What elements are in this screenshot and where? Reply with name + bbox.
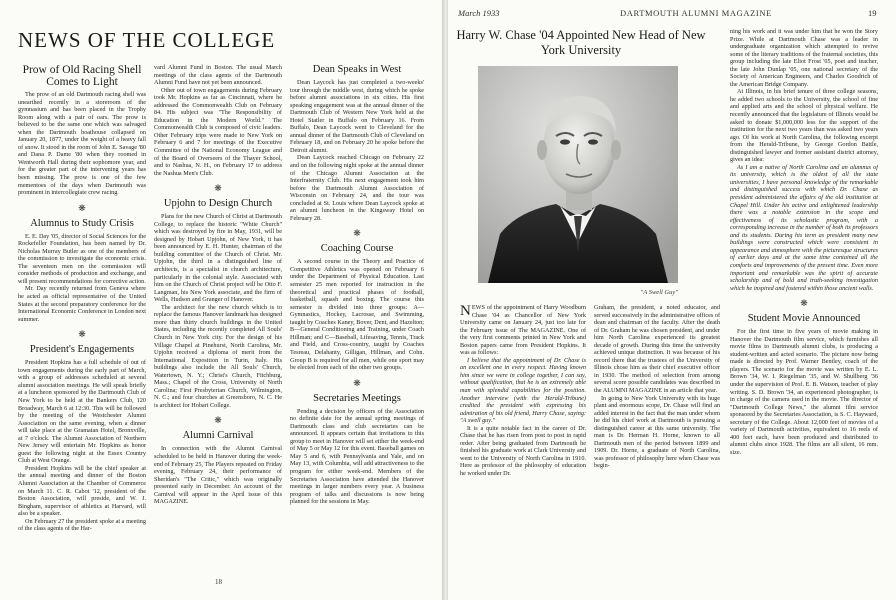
main-headline: Harry W. Chase '04 Appointed New Head of New York University xyxy=(456,28,706,57)
article-heading: Upjohn to Design Church xyxy=(163,198,273,210)
paragraph: Graham, the president, a noted educator, and served successively in the administrative offices of dean and chairman of the faculty. After the death of Dr. Graham he was chosen president, and under him North Carolina experienced its greatest decade of growth. During this time the university achieved unique distinction. It was because of his record there that the trustees of the University of Illinois chose him as their chief executive officer in 1930. The method of selection from among several score possible candidates was described in the ALUMNI MAGAZINE in an article that year. xyxy=(594,304,720,395)
ornament-icon: ❋ xyxy=(214,415,222,426)
magazine-name: DARTMOUTH ALUMNI MAGAZINE xyxy=(620,8,772,18)
quote-paragraph: As I am a native of North Carolina and an alumnus of its university, which is the oldest of all the state universities, I have personal knowledge of the remarkable and distinguished success with which Dr. Chase as president administered the affairs of the old institution at Chapel Hill. Under his active and enlightened leadership there was a notable extension in the scope and effectiveness of its scholastic program, with a corresponding increase in the number of both its professors and its students. During his term as president many new buildings were constructed which were consistent in appearance and atmosphere with the picturesque structures of earlier days and at the same time contained all the comforts and improvements of the present time. Even more important and remarkable was the spirit of accurate scholarship and of bold and truth-seeking investigation which he inspired and fostered within those ancient walls. xyxy=(730,163,878,292)
ornament-icon: ❋ xyxy=(800,298,808,309)
photo-caption: "A Swell Guy" xyxy=(640,289,678,296)
right-column-2 xyxy=(594,304,720,594)
paragraph: Plans for the new Church of Christ at Dartmouth College, to replace the historic "White Church" which was destroyed by fire in May, 1931, will be designed by Hobart Upjohn, of New York, it has been announced by E. H. Hunter, chairman of the building committee of the Church of Christ. Mr. Upjohn, the third in a distinguished line of architects, is a specialist in church architecture, particularly in the colonial style. Associated with him on the Church of Christ project will be Otto F. Langman, his New York associate, and the firm of Wells, Hudson and Granger of Hanover. xyxy=(154,213,282,304)
paragraph: Other out of town engagements during February took Mr. Hopkins as far as Cincinnati, where he addressed the Commonwealth Club on February 84. His subject was "The Responsibility of Education in the Modern World." The Commonwealth Club is composed of civic leaders. Other February trips were made to New York on February 6 and 7 for meetings of the Executive Committee of the National Economy League and of the Board of Overseers of the Thayer School, and to Nashua, N. H., on February 17 to address the Nashua Men's Club. xyxy=(154,86,282,177)
paragraph: ning his work and it was under him that he won the Story Prize. While at Dartmouth Chase was a leader in undergraduate organization which attempted to revive some of the literary traditions of the fraternal societies, this group including the late Eliot Frost '05, poet and teacher, the late John Dunlap '05, one national secretary of the Society of American Engineers, and Charles Goodrich of the American Bridge Company. xyxy=(730,28,878,88)
article-heading: Dean Speaks in West xyxy=(312,64,402,75)
quote-paragraph: I believe that the appointment of Dr. Chase is an excellent one in every respect. Having known him since we were in college together, I can say, without qualification, that he is an extremely able man with splendid capabilities for the position. Another interview (with the Herald-Tribune) credited the president with expressing his admiration of his old friend, Harry Chase, saying: "A swell guy." xyxy=(460,356,586,425)
portrait-icon xyxy=(478,66,678,283)
left-column-1 xyxy=(18,64,146,574)
paragraph: E. E. Day '05, director of Social Sciences for the Rockefeller Foundation, has been named by Dr. Nicholas Murray Butler as one of the members of the commission to investigate the economic crisis. The seventeen men on the commission will consider methods of production and exchange, and will present recommendations for corrective action. xyxy=(18,232,146,285)
paragraph: The architect for the new church which is to replace the famous Hanover landmark has designed more than thirty church buildings in the United States, including the recently completed All Souls' Church in New York city. For the design of his Village Chapel at Pinehurst, North Carolina, Mr. Upjohn received a diploma of merit from the International Exposition in Turin, Italy. His buildings also include the All Souls' Church, Watertown, N. Y.; Christ's Church, Fitchburg, Mass.; Chapel of the Cross, University of North Carolina; First Presbyterian Church, Wilmington, N. C.; and four churches at Greensboro, N. C. He is architect for Hobart College. xyxy=(154,303,282,409)
page-title: NEWS OF THE COLLEGE xyxy=(18,28,276,52)
left-column-3 xyxy=(290,64,424,574)
paragraph: vard Alumni Fund in Boston. The usual March meetings of the class agents of the Dartmouth Alumni Fund have not yet been announced. xyxy=(154,64,282,87)
ornament-icon: ❋ xyxy=(214,183,222,194)
paragraph: Dean Laycock reached Chicago on February 22 and on the following night spoke at the annual dinner of the Chicago Alumni Association at the Interfraternity Club. His next engagement took him before the Dartmouth Alumni Association of Wisconsin on February 24, and the tour was concluded at St. Louis where Dean Laycock spoke at an alumni luncheon in the Kingsway Hotel on February 28. xyxy=(290,154,424,222)
paragraph: Mr. Day recently returned from Geneva where he acted as official representative of the United States at the second preparatory conference for the International Economic Conference in London next summer. xyxy=(18,285,146,323)
paragraph: NEWS of the appointment of Harry Woodburn Chase '04 as Chancellor of New York University came on January 24, just too late for the February issue of The MAGAZINE. One of the very first comments printed in New York and Boston papers came from President Hopkins. It was as follows: xyxy=(460,304,586,357)
ornament-icon: ❋ xyxy=(78,202,86,213)
article-heading: Coaching Course xyxy=(320,243,394,255)
paragraph: For the first time in five years of movie making in Hanover the Dartmouth film service, which furnishes all movie films to Dartmouth alumni clubs, is producing a student-written and acted scenario. The picture now being made is directed by Prof. Warner Bentley, coach of the players. The scenario for the movie was written by E. L. Brown '34, W. I. Riegelman '35, and W. Shullberg '36 under the supervision of Prof. E. B. Watson, teacher of play writing. S. D. Brown '34, an experienced photographer, is in charge of the camera used in the movie. The director of "Dartmouth College News," the alumni film service sponsored by the Secretaries Association, is S. C. Hayward, secretary of the College. About 12,000 feet of movies of a variety of Dartmouth activities, equivalent to 16 reels of 400 feet each, have been produced and distributed to alumni clubs since 1928. The films are all silent, 16 mm. size. xyxy=(730,328,878,456)
right-column-3 xyxy=(730,28,878,594)
paragraph: On February 27 the president spoke at a meeting of the class agents of the Har- xyxy=(18,517,146,533)
ornament-icon: ❋ xyxy=(353,228,361,239)
article-heading: Student Movie Announced xyxy=(747,313,861,325)
left-page xyxy=(0,0,442,600)
paragraph: In going to New York University with its huge plant and enormous scope, Dr. Chase will find an added interest in the fact that the man under whom he did his chief work at Dartmouth is pursuing a distinguished career at this same university. The man is Dr. Herman H. Horne, known to all Dartmouth men of the period between 1899 and 1909. Dr. Horne, a graduate of North Carolina, was professor of philosophy here when Chase was begin- xyxy=(594,394,720,470)
drop-cap: N xyxy=(460,304,471,319)
right-column-1 xyxy=(460,304,586,594)
page-number: 19 xyxy=(868,8,877,18)
header-date: March 1933 xyxy=(458,8,500,18)
article-heading: Alumni Carnival xyxy=(182,430,254,442)
paragraph: A second course in the Theory and Practice of Competitive Athletics was opened on February 6 under the Department of Physical Education. Last semester 25 men reported for instruction in the theoretical and practical phases of football, basketball, squash and boxing. The course this semester is divided into three groups: A—Gymnastics, Hockey, Lacrosse, and Swimming, taught by Coaches Kaney, Bover, Dent, and Hazelton; B—General Conditioning and Training, under Coach Hillman; and C—Baseball, Lifesaving, Tennis, Track and Field, and Cross-country, taught by Coaches Tesreau, Delahanty, Gilligan, Hillman, and Cohn. Group B is required for all men, while one sport may be elected from each of the other two groups. xyxy=(290,258,424,372)
article-heading: Alumnus to Study Crisis xyxy=(30,217,134,229)
paragraph: President Hopkins will be the chief speaker at the annual meeting and dinner of the Boston Alumni Association at the Chamber of Commerce on March 11. C. R. Cabot '12, president of the Boston Association, will preside, and W. J. Bingham, supervisor of athletics at Harvard, will also be a speaker. xyxy=(18,464,146,518)
portrait-photo xyxy=(478,66,678,283)
article-heading: Prow of Old Racing Shell Comes to Light xyxy=(22,64,142,88)
article-heading: Secretaries Meetings xyxy=(313,392,401,404)
paragraph: It is a quite notable fact in the career of Dr. Chase that he has risen from post to post in rapid order. After being graduated from Dartmouth he finished his graduate work at Clark University and went to the University of North Carolina in 1910. Here as professor of the philosophy of education he worked under Dr. xyxy=(460,424,586,478)
left-column-2 xyxy=(154,64,282,574)
paragraph: At Illinois, in his brief tenure of three college seasons, he added two schools to the University, the school of fine and applied arts and the school of physical welfare. He recently announced that the legislature of Illinois would be asked to donate $1,000,000 less for the support of the institution for the next two years than was asked two years ago. Of his work at North Carolina, the following excerpt from the Herald-Tribune, by George Gordon Battle, distinguished lawyer and former assistant district attorney, gives an idea: xyxy=(730,88,878,164)
ornament-icon: ❋ xyxy=(353,377,361,388)
article-heading: President's Engagements xyxy=(29,344,135,356)
ornament-icon: ❋ xyxy=(78,329,86,340)
paragraph: In connection with the Alumni Carnival scheduled to be held in Hanover during the week-end of February 25, The Players repeated on Friday evening, February 24, their performance of Sheridan's "The Critic," which was originally presented early in December. An account of the Carnival will appear in the April issue of this MAGAZINE. xyxy=(154,445,282,506)
paragraph: Pending a decision by officers of the Association no definite date for the annual spring meetings of Dartmouth class and club secretaries can be announced. It appears certain that invitations to this group to meet in Hanover will set either the week-end of May 5 or May 12 for this event. Baseball games on May 5 and 6, with Pennsylvania and Yale, and on May 13, with Columbia, will add attractiveness to the program for either week-end. Members of the Secretaries Association have attended the Hanover meetings in larger numbers every year. A business program of talks and discussions is now being planned for the sessions in May. xyxy=(290,407,424,506)
page-number: 18 xyxy=(215,578,222,586)
paragraph: Dean Laycock has just completed a two-weeks' tour through the middle west, during which he spoke before alumni associations in six cities. His first speaking engagement was at the annual dinner of the Dartmouth Club of Western New York held at the Hotel Statler in Buffalo on February 16. From Buffalo, Dean Laycock went to Cleveland for the annual dinner of the Dartmouth Club of Cleveland on February 18, and on February 20 he spoke before the Detroit alumni. xyxy=(290,79,424,154)
paragraph: President Hopkins has a full schedule of out of town engagements during the early part of March, with a group of addresses scheduled at several alumni association meetings. He will speak briefly at a luncheon sponsored by the Dartmouth Club of New York to be held at the Bankers Club, 120 Broadway, March 6 at 12:30. This will be followed by the meeting of the Westchester Alumni Association on the same evening, when a dinner will take place at the Gramatan Hotel, Bronxville, at 7 o'clock. The Alumni Association of Northern New Jersey will entertain Mr. Hopkins as honor guest the following night at the Essex Country Club at West Orange. xyxy=(18,359,146,465)
paragraph: The prow of an old Dartmouth racing shell was unearthed recently in a storeroom of the gymnasium and has been placed in the Trophy Room along with a pair of oars. The prow is believed to be the same one which was salvaged when the Dartmouth boathouse collapsed on January 20, 1877, under the weight of a heavy fall of snow. It stood in the room of John E. Savage '80 and Dana P. Dame '80 when they roomed in Wentworth Hall during their sophomore year, and for the greater part of the intervening years has been missing. The prow is one of the few mementoes of the days when Dartmouth was prominent in intercollegiate crew racing. xyxy=(18,91,146,197)
